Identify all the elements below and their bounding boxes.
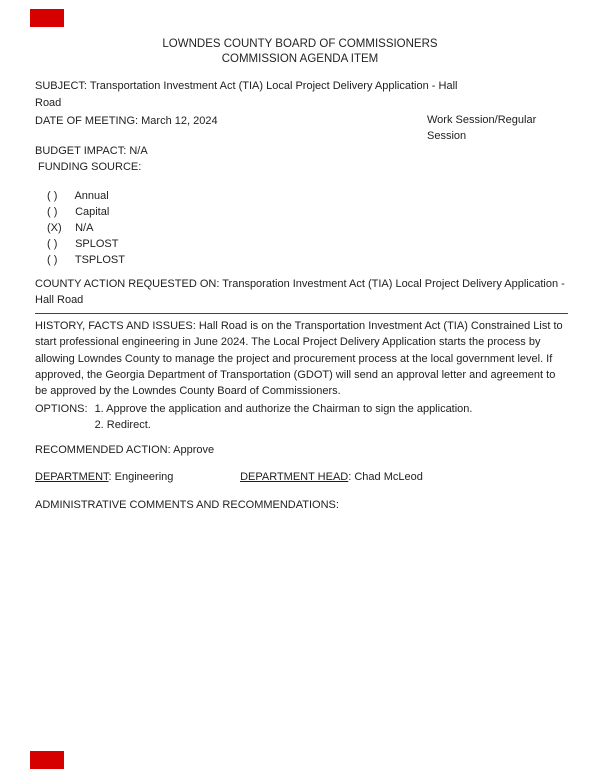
redaction-box-bottom bbox=[30, 751, 64, 769]
funding-option-annual bbox=[47, 188, 125, 204]
funding-option-splost bbox=[47, 236, 125, 252]
funding-option-na bbox=[47, 220, 125, 236]
document-header bbox=[0, 37, 600, 67]
county-action-field bbox=[35, 276, 568, 314]
department-head-value: : Chad McLeod bbox=[348, 471, 423, 483]
funding-option-label: TSPLOST bbox=[74, 254, 125, 266]
recommended-action-value: Approve bbox=[173, 444, 215, 456]
checkbox-tsplost: ( ) bbox=[47, 254, 58, 266]
options-field bbox=[35, 402, 568, 433]
budget-impact-field bbox=[35, 145, 148, 157]
budget-impact-value: N/A bbox=[129, 145, 148, 157]
page-title: LOWNDES COUNTY BOARD OF COMMISSIONERS bbox=[162, 38, 438, 50]
funding-option-label: Annual bbox=[74, 190, 109, 202]
checkbox-splost: ( ) bbox=[47, 238, 58, 250]
history-label: HISTORY, FACTS AND ISSUES: bbox=[35, 320, 196, 332]
page-subtitle: COMMISSION AGENDA ITEM bbox=[221, 53, 379, 65]
funding-option-tsplost bbox=[47, 252, 125, 268]
funding-option-label: Capital bbox=[75, 206, 110, 218]
funding-source-label: FUNDING SOURCE: bbox=[38, 161, 142, 173]
redaction-box-top bbox=[30, 9, 64, 27]
recommended-action-field bbox=[35, 444, 214, 456]
budget-impact-label: BUDGET IMPACT: bbox=[35, 145, 127, 157]
county-action-label: COUNTY ACTION REQUESTED ON: bbox=[35, 278, 220, 290]
session-note: Work Session/Regular Session bbox=[427, 114, 537, 142]
department-label: DEPARTMENT bbox=[35, 471, 109, 483]
department-field bbox=[35, 471, 237, 483]
option-item-2: 2. Redirect. bbox=[94, 418, 151, 431]
option-item-1: 1. Approve the application and authorize the Chairman to sign the application. bbox=[94, 403, 473, 415]
date-of-meeting-field bbox=[35, 115, 218, 127]
checkbox-capital: ( ) bbox=[47, 206, 58, 218]
subject-field bbox=[35, 78, 469, 111]
funding-option-label: SPLOST bbox=[75, 238, 119, 250]
county-action-value: Transporation Investment Act (TIA) Local Project Delivery Application - Hall Road bbox=[35, 278, 565, 306]
date-of-meeting-label: DATE OF MEETING: bbox=[35, 115, 139, 127]
options-items bbox=[95, 402, 473, 433]
checkbox-na-checked: (X) bbox=[47, 222, 62, 234]
recommended-action-label: RECOMMENDED ACTION: bbox=[35, 444, 171, 456]
department-value: : Engineering bbox=[108, 471, 174, 483]
administrative-comments-label: ADMINISTRATIVE COMMENTS AND RECOMMENDATIONS: bbox=[35, 499, 339, 511]
department-head-field bbox=[240, 471, 423, 483]
department-row bbox=[35, 471, 568, 483]
options-label: OPTIONS: bbox=[35, 403, 88, 415]
date-of-meeting-value: March 12, 2024 bbox=[141, 115, 218, 127]
subject-value: Transportation Investment Act (TIA) Local Project Delivery Application - Hall Road bbox=[35, 80, 458, 109]
history-value: Hall Road is on the Transportation Investment Act (TIA) Constrained List to start professional engineering in June 2024. The Local Project Delivery Application starts the process by allowing Lowndes County to manage the project and procurement process at the local government level. If approved, the Georgia Department of Transportation (GDOT) will send an approval letter and agreement to be approved by the Lowndes County Board of Commissioners. bbox=[35, 320, 563, 398]
funding-option-label: N/A bbox=[75, 222, 94, 234]
department-head-label: DEPARTMENT HEAD bbox=[240, 471, 349, 483]
funding-source-list bbox=[47, 188, 125, 268]
subject-label: SUBJECT: bbox=[35, 80, 87, 92]
funding-option-capital bbox=[47, 204, 125, 220]
checkbox-annual: ( ) bbox=[47, 190, 58, 202]
history-facts-issues-field bbox=[35, 318, 568, 399]
